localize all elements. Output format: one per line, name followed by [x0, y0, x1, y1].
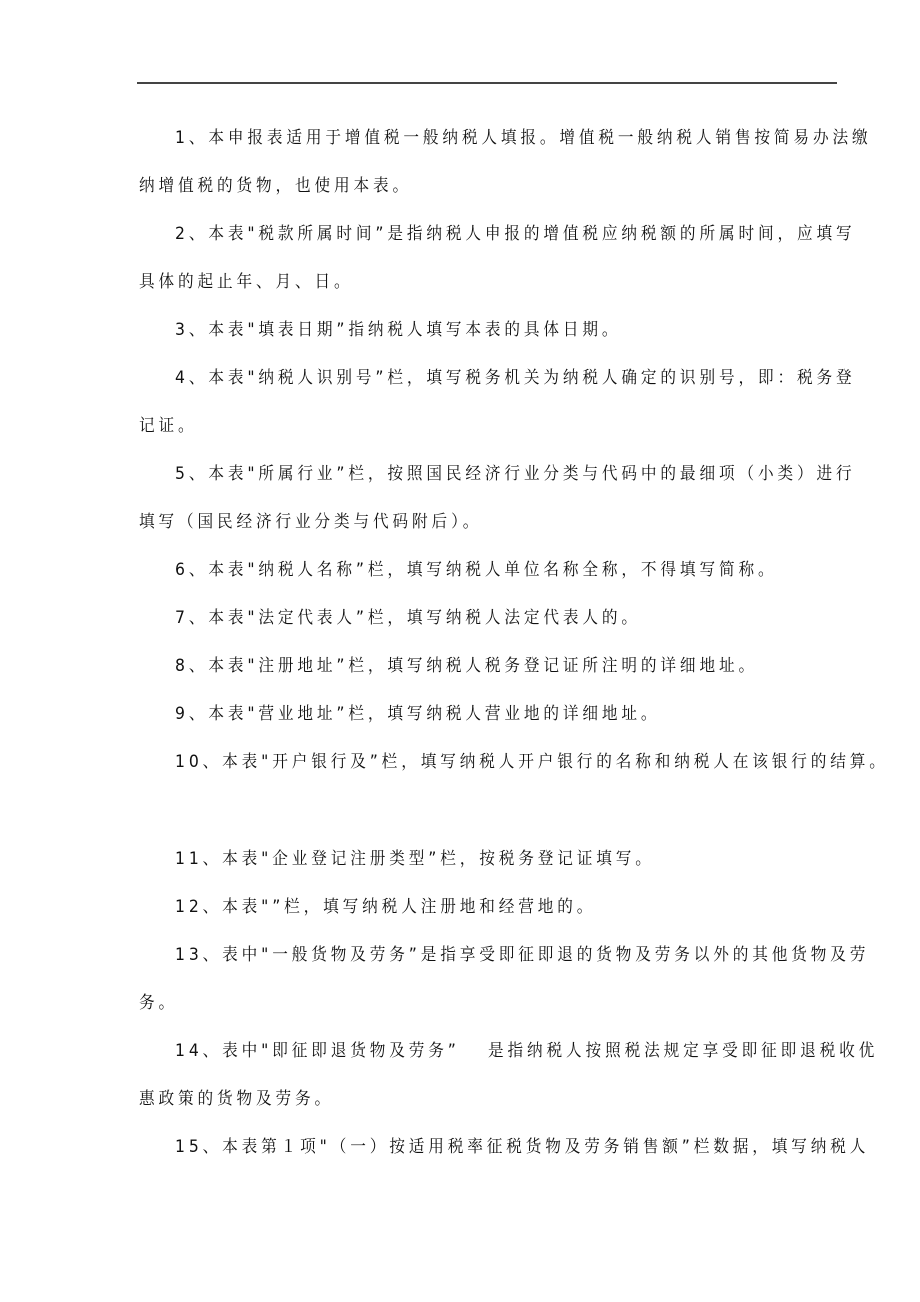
paragraph-10: 10、本表"开户银行及”栏，填写纳税人开户银行的名称和纳税人在该银行的结算。 — [175, 752, 889, 772]
paragraph-11: 11、本表"企业登记注册类型”栏，按税务登记证填写。 — [175, 849, 655, 869]
paragraph-13-line-2: 务。 — [139, 993, 179, 1013]
paragraph-15-line-1: 15、本表第１项"（一）按适用税率征税货物及劳务销售额”栏数据，填写纳税人 — [175, 1137, 870, 1157]
paragraph-9: 9、本表"营业地址”栏，填写纳税人营业地的详细地址。 — [175, 704, 661, 724]
paragraph-12: 12、本表"”栏，填写纳税人注册地和经营地的。 — [175, 897, 597, 917]
paragraph-13-line-1: 13、表中"一般货物及劳务”是指享受即征即退的货物及劳务以外的其他货物及劳 — [175, 945, 870, 965]
paragraph-14-line-1: 14、表中"即征即退货物及劳务” 是指纳税人按照税法规定享受即征即退税收优 — [175, 1041, 879, 1061]
paragraph-5-line-2: 填写（国民经济行业分类与代码附后）。 — [139, 512, 483, 532]
paragraph-1-line-2: 纳增值税的货物，也使用本表。 — [139, 176, 413, 196]
paragraph-1-line-1: 1、本申报表适用于增值税一般纳税人填报。增值税一般纳税人销售按简易办法缴 — [175, 128, 872, 148]
paragraph-5-line-1: 5、本表"所属行业”栏，按照国民经济行业分类与代码中的最细项（小类）进行 — [175, 464, 856, 484]
paragraph-2-line-1: 2、本表"税款所属时间”是指纳税人申报的增值税应纳税额的所属时间，应填写 — [175, 224, 856, 244]
paragraph-4-line-2: 记证。 — [139, 416, 198, 436]
header-rule — [137, 82, 837, 84]
paragraph-4-line-1: 4、本表"纳税人识别号”栏，填写税务机关为纳税人确定的识别号，即：税务登 — [175, 368, 856, 388]
paragraph-14-line-2: 惠政策的货物及劳务。 — [139, 1089, 335, 1109]
paragraph-7: 7、本表"法定代表人”栏，填写纳税人法定代表人的。 — [175, 608, 641, 628]
paragraph-6: 6、本表"纳税人名称”栏，填写纳税人单位名称全称，不得填写简称。 — [175, 560, 778, 580]
paragraph-2-line-2: 具体的起止年、月、日。 — [139, 272, 354, 292]
paragraph-3: 3、本表"填表日期”指纳税人填写本表的具体日期。 — [175, 320, 622, 340]
paragraph-8: 8、本表"注册地址”栏，填写纳税人税务登记证所注明的详细地址。 — [175, 656, 758, 676]
